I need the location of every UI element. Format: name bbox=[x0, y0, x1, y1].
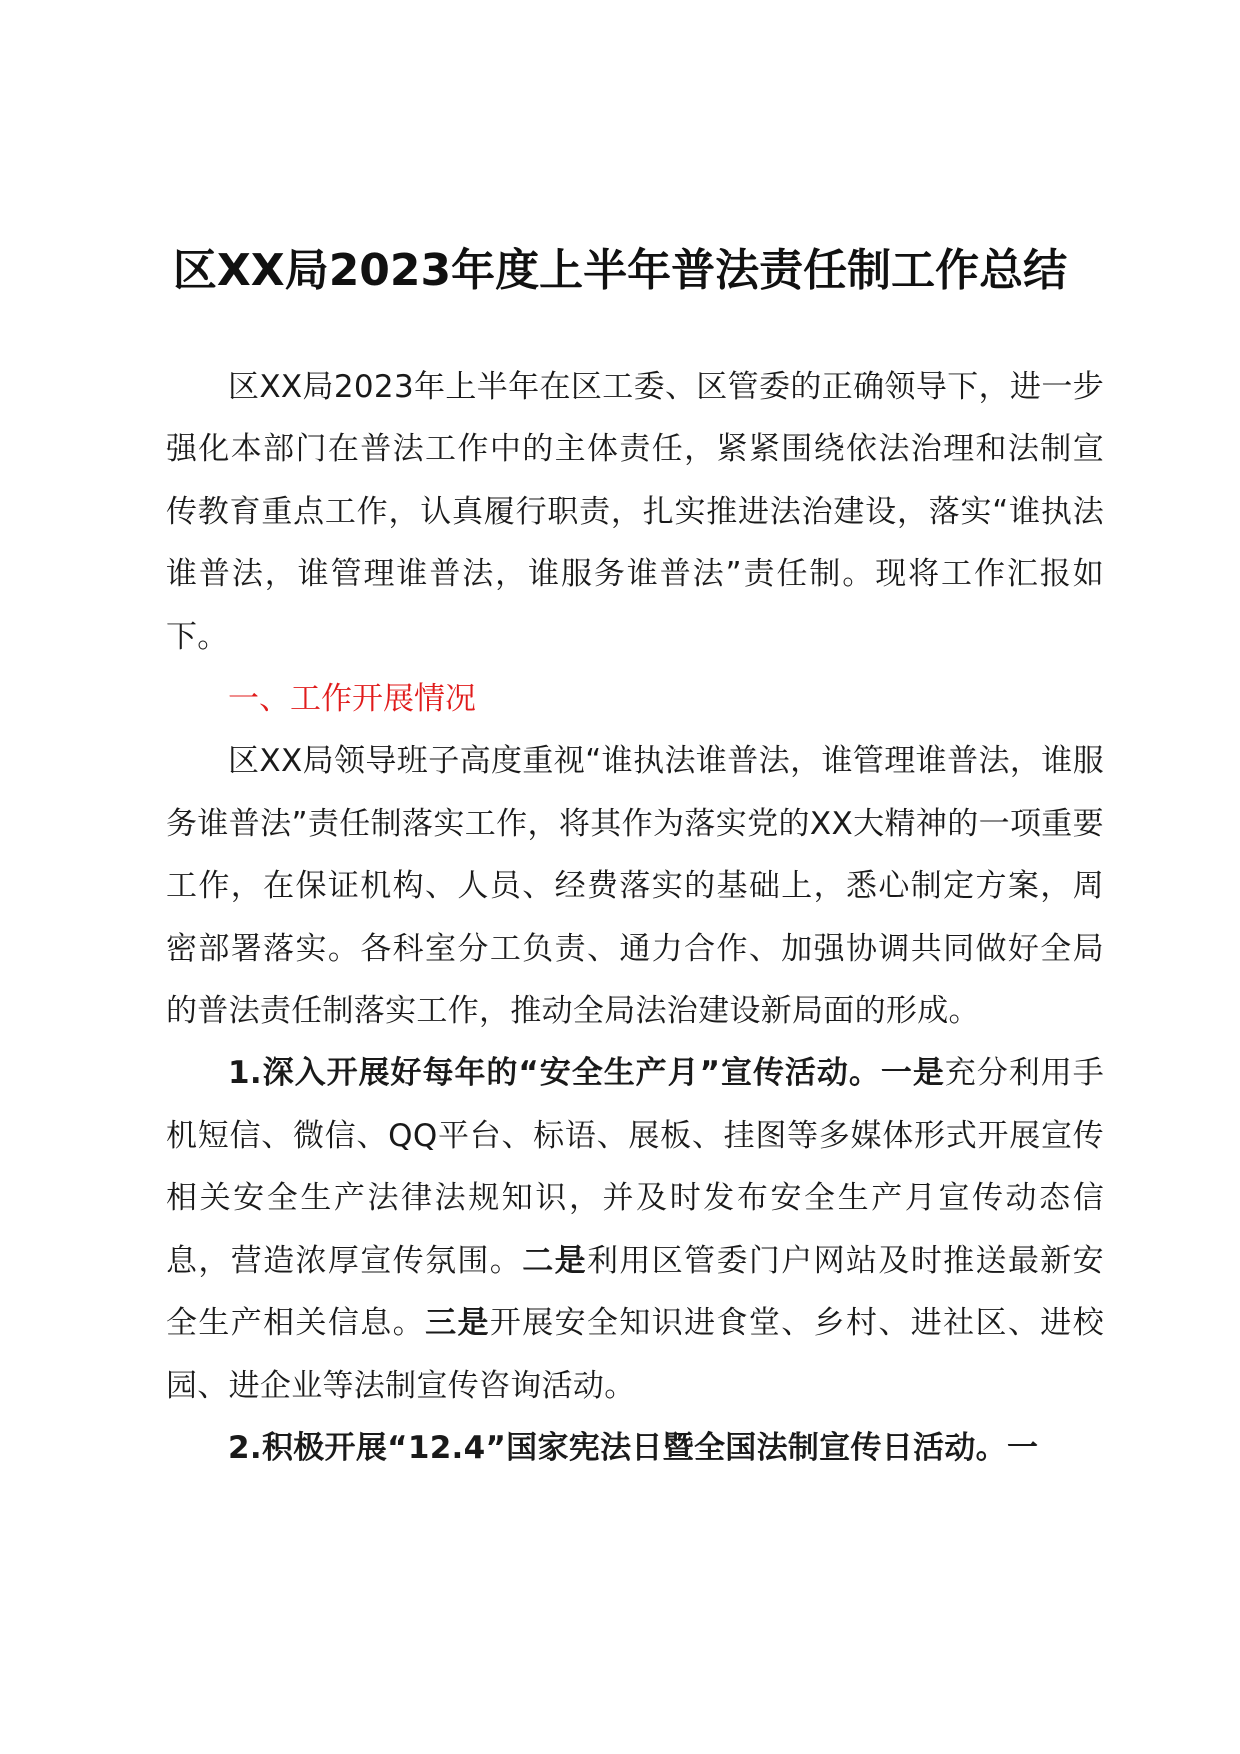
item-1-lead-2: 二是 bbox=[522, 1242, 587, 1279]
section-paragraph: 区XX局领导班子高度重视“谁执法谁普法，谁管理谁普法，谁服务谁普法”责任制落实工作，将其作为落实党的XX大精神的一项重要工作，在保证机构、人员、经费落实的基础上，悉心制定方案，周密部署落实。各科室分工负责、通力合作、加强协调共同做好全局的普法责任制落实工作，推动全局法治建设新局面的形成。 bbox=[166, 743, 1104, 1030]
document-body bbox=[166, 356, 1104, 1479]
item-1-text-3: 开展安全知识进食堂、乡村、进社区、进校园、进企业等法制宣传咨询活动。 bbox=[166, 1305, 1104, 1404]
item-1-text-2: 利用区管委门户网站及时推送最新安全生产相关信息。 bbox=[166, 1242, 1104, 1342]
item-1-lead-3: 三是 bbox=[425, 1305, 490, 1342]
item-2-heading: 2.积极开展“12.4”国家宪法日暨全国法制宣传日活动。 bbox=[228, 1429, 1007, 1466]
section-heading-work-progress: 一、工作开展情况 bbox=[228, 681, 476, 718]
item-2-lead-1: 一 bbox=[1006, 1429, 1039, 1466]
item-1-heading: 1.深入开展好每年的“安全生产月”宣传活动。 bbox=[228, 1055, 881, 1092]
item-2-paragraph bbox=[166, 1417, 1104, 1479]
item-1-lead-1: 一是 bbox=[880, 1055, 945, 1092]
document-title: 区XX局2023年度上半年普法责任制工作总结 bbox=[172, 245, 1068, 296]
item-1-paragraph bbox=[166, 1042, 1104, 1416]
item-1-text-1: 充分利用手机短信、微信、QQ平台、标语、展板、挂图等多媒体形式开展宣传相关安全生产法律法规知识，并及时发布安全生产月宣传动态信息，营造浓厚宣传氛围。 bbox=[166, 1055, 1104, 1279]
intro-paragraph: 区XX局2023年上半年在区工委、区管委的正确领导下，进一步强化本部门在普法工作中的主体责任，紧紧围绕依法治理和法制宣传教育重点工作，认真履行职责，扎实推进法治建设，落实“谁执法谁普法，谁管理谁普法，谁服务谁普法”责任制。现将工作汇报如下。 bbox=[166, 369, 1104, 655]
